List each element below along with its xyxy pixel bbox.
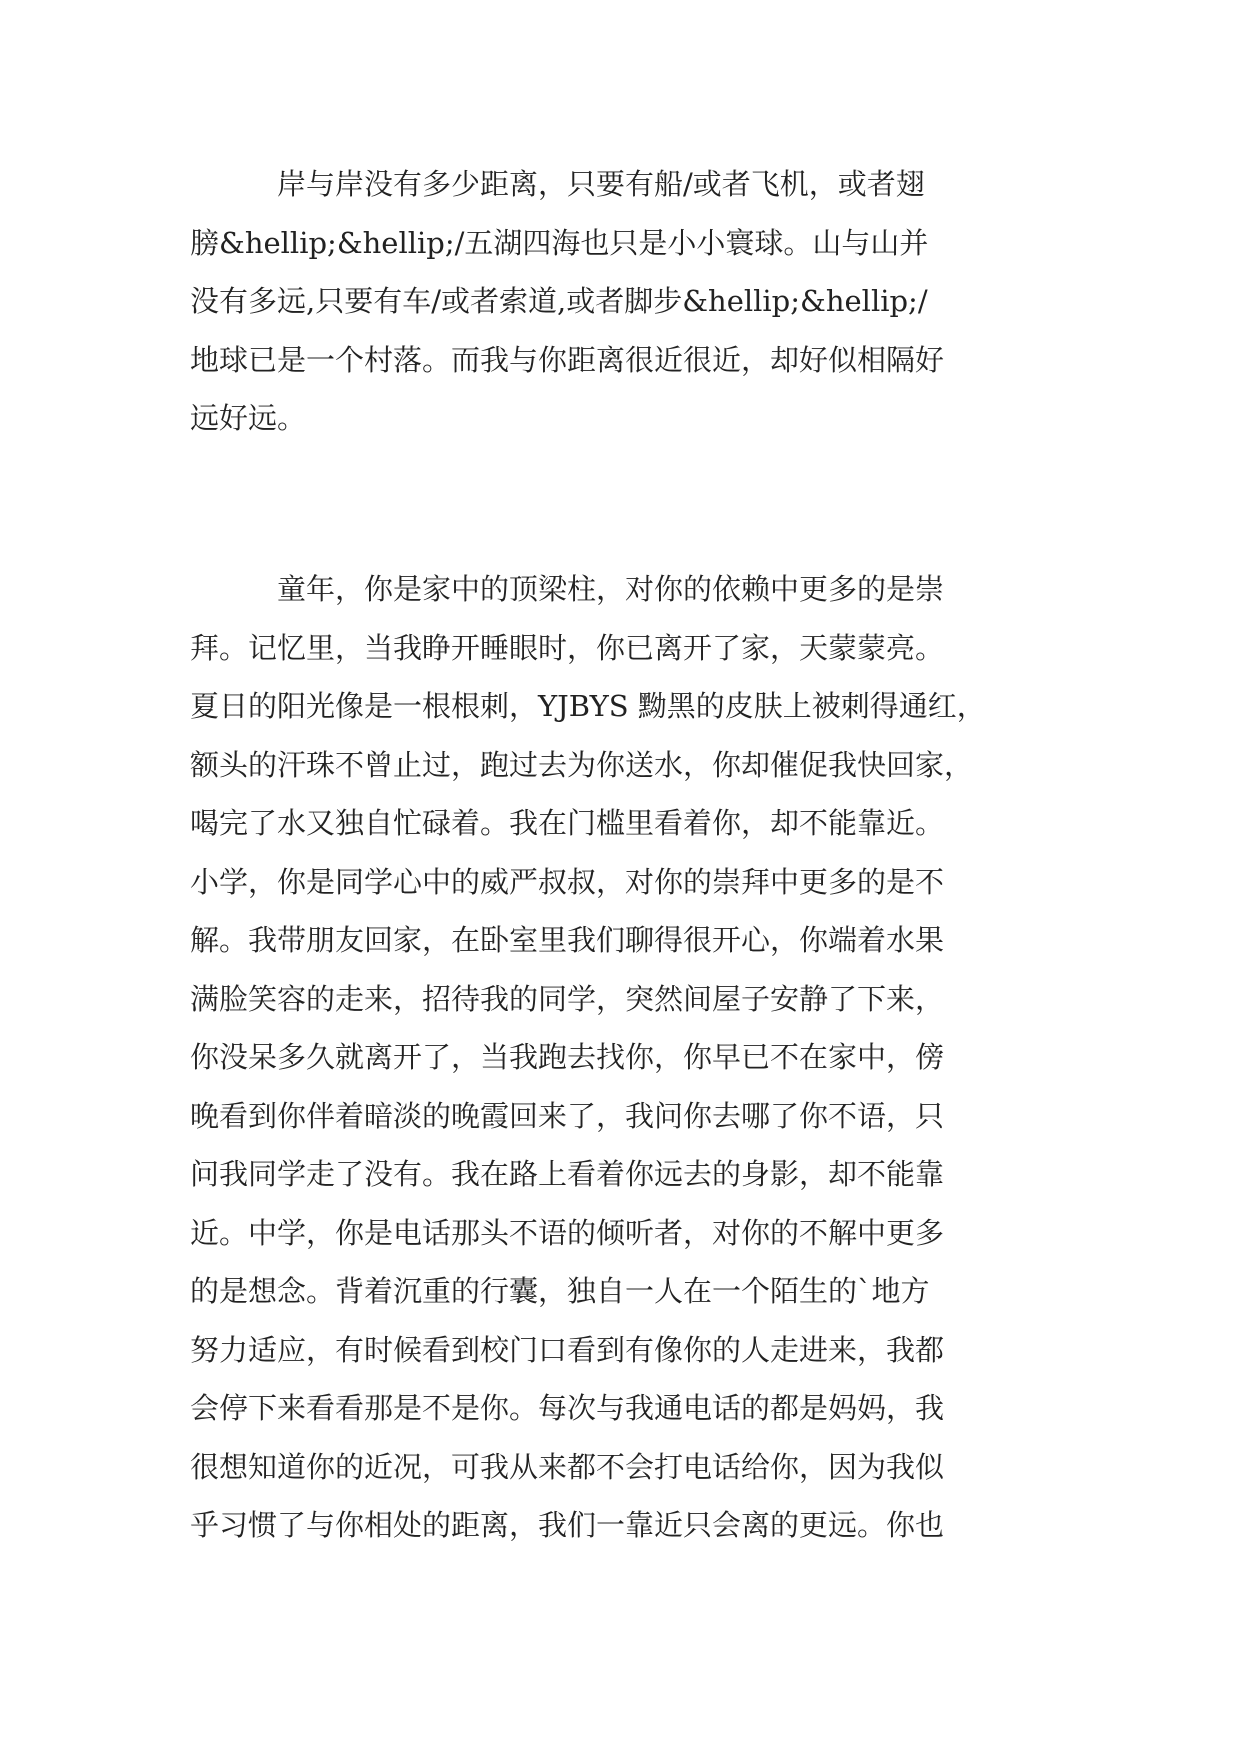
paragraph-line: 没有多远,只要有车/或者索道,或者脚步&hellip;&hellip;/ bbox=[190, 284, 928, 318]
paragraph-line: 满脸笑容的走来，招待我的同学，突然间屋子安静了下来， bbox=[190, 981, 945, 1016]
paragraph-line: 喝完了水又独自忙碌着。我在门槛里看着你，却不能靠近。 bbox=[190, 806, 945, 840]
paragraph-line: 晚看到你伴着暗淡的晚霞回来了，我问你去哪了你不语，只 bbox=[190, 1098, 945, 1133]
paragraph-line: 近。中学，你是电话那头不语的倾听者，对你的不解中更多 bbox=[190, 1215, 945, 1250]
paragraph-line: 远好远。 bbox=[190, 401, 307, 435]
paragraph-line: 童年，你是家中的顶梁柱，对你的依赖中更多的是崇 bbox=[190, 572, 945, 606]
paragraph-line: 努力适应，有时候看到校门口看到有像你的人走进来，我都 bbox=[190, 1332, 945, 1367]
paragraph-line: 的是想念。背着沉重的行囊，独自一人在一个陌生的`地方 bbox=[190, 1274, 930, 1308]
paragraph-line: 很想知道你的近况，可我从来都不会打电话给你，因为我似 bbox=[190, 1449, 945, 1484]
paragraph-line: 额头的汗珠不曾止过，跑过去为你送水，你却催促我快回家， bbox=[190, 747, 974, 782]
paragraph-line: 解。我带朋友回家，在卧室里我们聊得很开心，你端着水果 bbox=[190, 923, 945, 957]
paragraph-line: 你没呆多久就离开了，当我跑去找你，你早已不在家中，傍 bbox=[190, 1040, 945, 1074]
paragraph-line: 膀&hellip;&hellip;/五湖四海也只是小小寰球。山与山并 bbox=[190, 225, 929, 260]
paragraph-line: 夏日的阳光像是一根根刺，YJBYS 黝黑的皮肤上被刺得通红， bbox=[190, 689, 986, 723]
paragraph-line: 岸与岸没有多少距离，只要有船/或者飞机，或者翅 bbox=[190, 167, 925, 201]
paragraph-line: 地球已是一个村落。而我与你距离很近很近，却好似相隔好 bbox=[190, 342, 945, 377]
paragraph-1 bbox=[190, 155, 944, 448]
paragraph-2 bbox=[190, 560, 986, 1555]
paragraph-line: 会停下来看看那是不是你。每次与我通电话的都是妈妈，我 bbox=[190, 1391, 945, 1425]
paragraph-line: 问我同学走了没有。我在路上看着你远去的身影，却不能靠 bbox=[190, 1157, 945, 1191]
paragraph-line: 乎习惯了与你相处的距离，我们一靠近只会离的更远。你也 bbox=[190, 1508, 945, 1542]
paragraph-line: 拜。记忆里，当我睁开睡眼时，你已离开了家，天蒙蒙亮。 bbox=[190, 630, 945, 665]
paragraph-line: 小学，你是同学心中的威严叔叔，对你的崇拜中更多的是不 bbox=[190, 864, 945, 899]
